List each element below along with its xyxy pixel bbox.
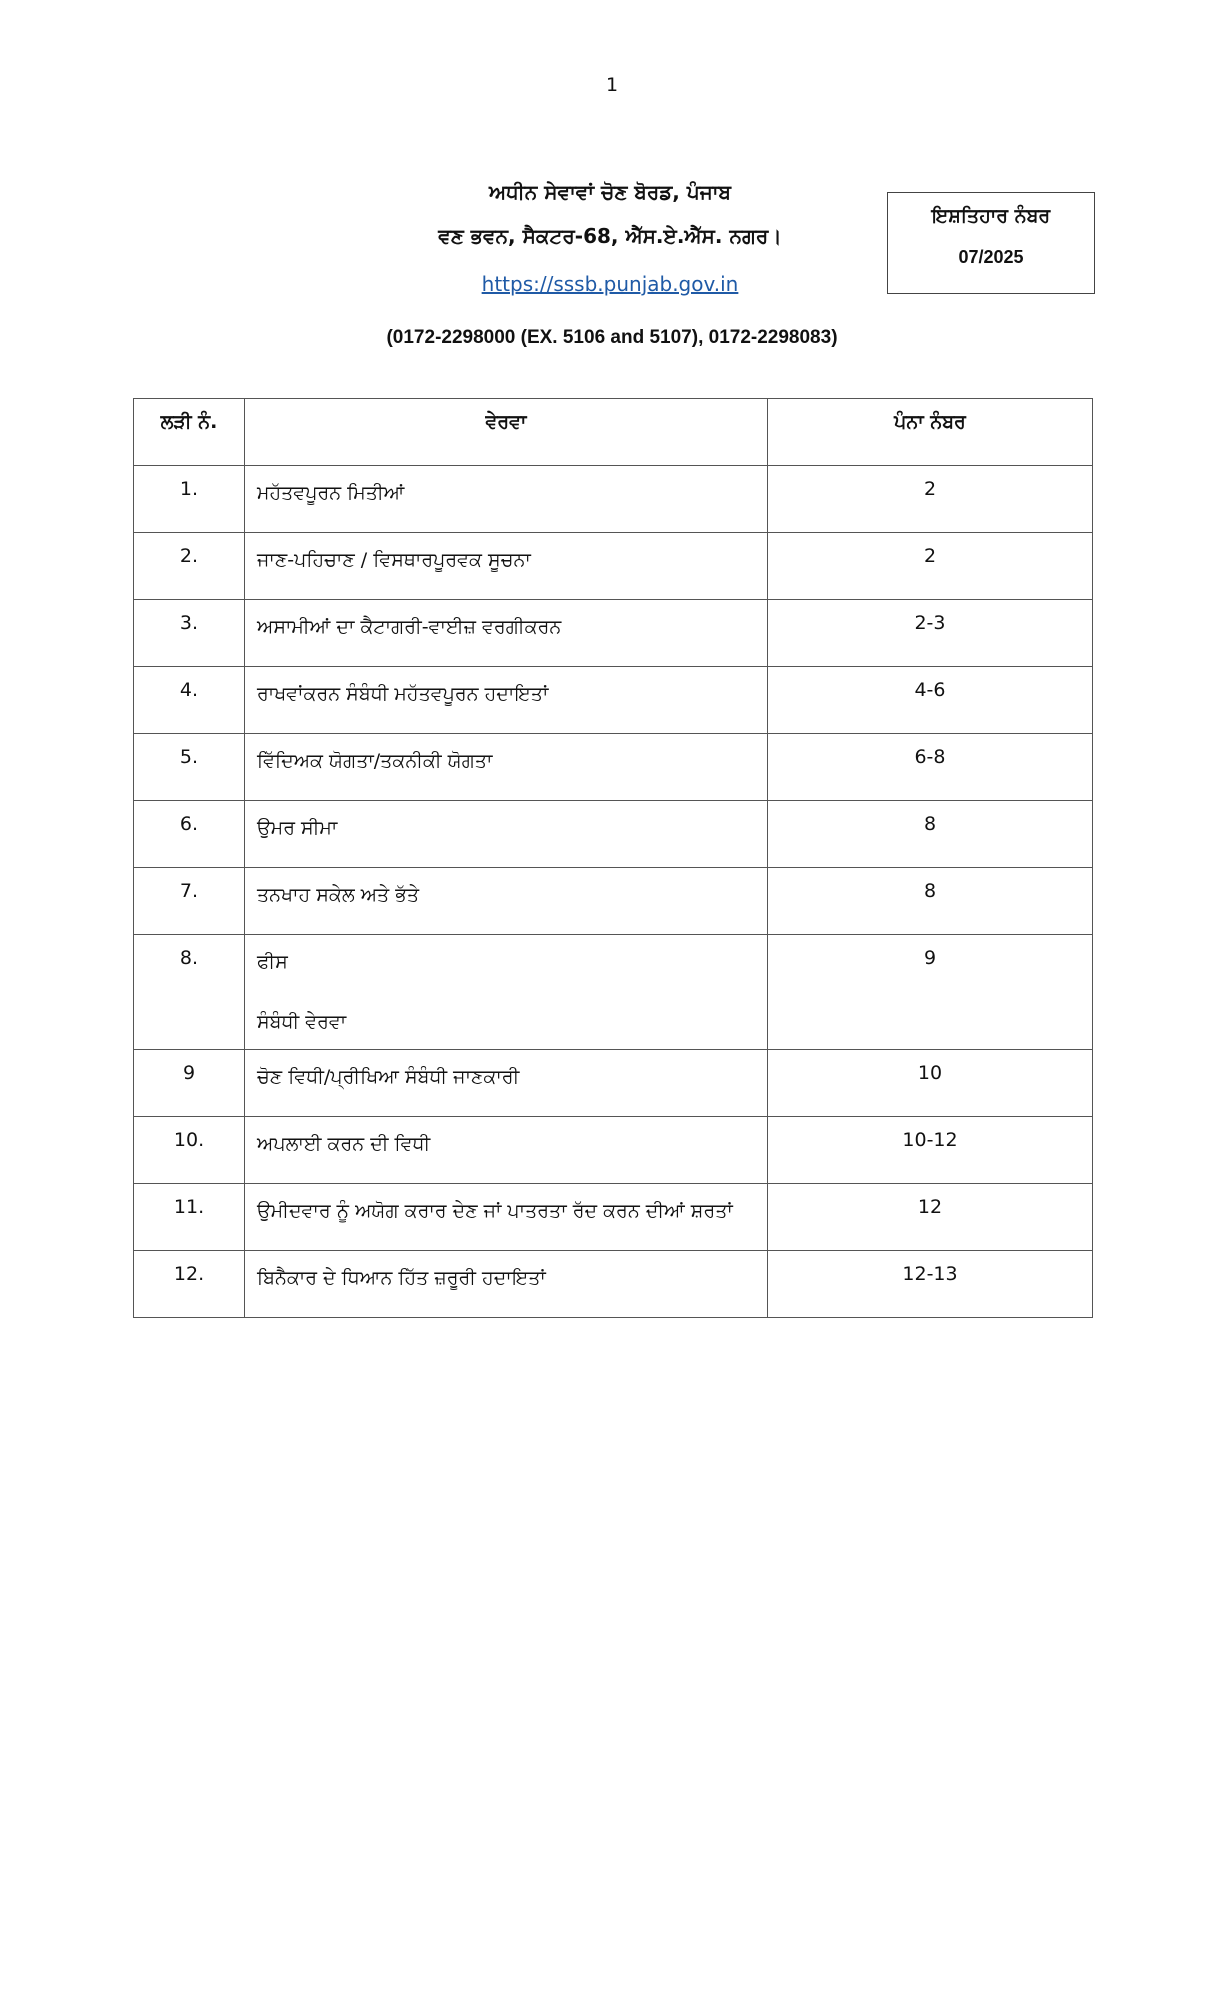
table-row bbox=[134, 1117, 1093, 1184]
row-page: 10 bbox=[768, 1050, 1093, 1117]
advertisement-box bbox=[887, 192, 1095, 294]
row-description: ਚੋਣ ਵਿਧੀ/ਪ੍ਰੀਖਿਆ ਸੰਬੰਧੀ ਜਾਣਕਾਰੀ bbox=[257, 1066, 520, 1088]
table-row bbox=[134, 1050, 1093, 1117]
row-serial: 1. bbox=[134, 466, 245, 533]
row-description: ਅਸਾਮੀਆਂ ਦਾ ਕੈਟਾਗਰੀ-ਵਾਈਜ਼ ਵਰਗੀਕਰਨ bbox=[257, 616, 562, 638]
row-page: 12-13 bbox=[768, 1251, 1093, 1318]
table-row bbox=[134, 1251, 1093, 1318]
row-description-cell bbox=[245, 868, 768, 935]
table-row bbox=[134, 667, 1093, 734]
website-link[interactable]: https://sssb.punjab.gov.in bbox=[481, 272, 739, 296]
row-serial: 6. bbox=[134, 801, 245, 868]
row-serial: 7. bbox=[134, 868, 245, 935]
row-description: ਰਾਖਵਾਂਕਰਨ ਸੰਬੰਧੀ ਮਹੱਤਵਪੂਰਨ ਹਦਾਇਤਾਂ bbox=[257, 683, 549, 705]
table-row bbox=[134, 935, 1093, 1050]
table-row bbox=[134, 868, 1093, 935]
row-serial: 12. bbox=[134, 1251, 245, 1318]
row-serial: 11. bbox=[134, 1184, 245, 1251]
row-page: 8 bbox=[768, 868, 1093, 935]
row-description-cell bbox=[245, 1117, 768, 1184]
table-row bbox=[134, 734, 1093, 801]
org-address: ਵਣ ਭਵਨ, ਸੈਕਟਰ-68, ਐੱਸ.ਏ.ਐੱਸ. ਨਗਰ। bbox=[438, 224, 782, 248]
row-page: 2 bbox=[768, 533, 1093, 600]
contents-table bbox=[133, 398, 1093, 1318]
row-description: ਜਾਣ-ਪਹਿਚਾਣ / ਵਿਸਥਾਰਪੂਰਵਕ ਸੂਚਨਾ bbox=[257, 549, 531, 571]
row-description-extra: ਸੰਬੰਧੀ ਵੇਰਵਾ bbox=[257, 1011, 347, 1033]
row-description: ਉਮੀਦਵਾਰ ਨੂੰ ਅਯੋਗ ਕਰਾਰ ਦੇਣ ਜਾਂ ਪਾਤਰਤਾ ਰੱਦ ਕਰਨ ਦੀਆਂ ਸ਼ਰਤਾਂ bbox=[257, 1200, 733, 1222]
header-page: ਪੰਨਾ ਨੰਬਰ bbox=[768, 399, 1093, 466]
document-header bbox=[340, 170, 880, 296]
row-description: ਬਿਨੈਕਾਰ ਦੇ ਧਿਆਨ ਹਿੱਤ ਜ਼ਰੂਰੀ ਹਦਾਇਤਾਂ bbox=[257, 1267, 546, 1289]
header-serial: ਲੜੀ ਨੰ. bbox=[134, 399, 245, 466]
row-page: 6-8 bbox=[768, 734, 1093, 801]
row-description: ਅਪਲਾਈ ਕਰਨ ਦੀ ਵਿਧੀ bbox=[257, 1133, 431, 1155]
row-description-cell bbox=[245, 667, 768, 734]
row-description-cell bbox=[245, 734, 768, 801]
row-page: 2-3 bbox=[768, 600, 1093, 667]
row-description-cell bbox=[245, 466, 768, 533]
row-serial: 9 bbox=[134, 1050, 245, 1117]
row-description-cell bbox=[245, 1184, 768, 1251]
row-page: 8 bbox=[768, 801, 1093, 868]
row-description: ਤਨਖਾਹ ਸਕੇਲ ਅਤੇ ਭੱਤੇ bbox=[257, 884, 420, 906]
row-description-cell bbox=[245, 935, 768, 1050]
row-description-cell bbox=[245, 600, 768, 667]
row-description: ਵਿੱਦਿਅਕ ਯੋਗਤਾ/ਤਕਨੀਕੀ ਯੋਗਤਾ bbox=[257, 750, 493, 772]
advertisement-title: ਇਸ਼ਤਿਹਾਰ ਨੰਬਰ bbox=[931, 205, 1051, 227]
row-description: ਉਮਰ ਸੀਮਾ bbox=[257, 817, 338, 839]
row-serial: 2. bbox=[134, 533, 245, 600]
row-page: 12 bbox=[768, 1184, 1093, 1251]
table-row bbox=[134, 600, 1093, 667]
header-description: ਵੇਰਵਾ bbox=[245, 399, 768, 466]
row-page: 2 bbox=[768, 466, 1093, 533]
table-body bbox=[134, 466, 1093, 1318]
table-header-row bbox=[134, 399, 1093, 466]
row-serial: 10. bbox=[134, 1117, 245, 1184]
row-description-cell bbox=[245, 533, 768, 600]
row-description-cell bbox=[245, 1251, 768, 1318]
table-row bbox=[134, 533, 1093, 600]
page-number: 1 bbox=[605, 74, 619, 96]
row-serial: 3. bbox=[134, 600, 245, 667]
table-row bbox=[134, 801, 1093, 868]
row-description-cell bbox=[245, 1050, 768, 1117]
row-serial: 8. bbox=[134, 935, 245, 1050]
row-page: 9 bbox=[768, 935, 1093, 1050]
row-description: ਮਹੱਤਵਪੂਰਨ ਮਿਤੀਆਂ bbox=[257, 482, 405, 504]
row-description: ਫੀਸ bbox=[257, 951, 288, 973]
row-description-cell bbox=[245, 801, 768, 868]
phone-numbers: (0172-2298000 (EX. 5106 and 5107), 0172-2298083) bbox=[386, 327, 838, 348]
row-page: 4-6 bbox=[768, 667, 1093, 734]
table-row bbox=[134, 1184, 1093, 1251]
row-serial: 5. bbox=[134, 734, 245, 801]
org-name: ਅਧੀਨ ਸੇਵਾਵਾਂ ਚੋਣ ਬੋਰਡ, ਪੰਜਾਬ bbox=[488, 180, 732, 204]
advertisement-number: 07/2025 bbox=[958, 247, 1024, 267]
table-row bbox=[134, 466, 1093, 533]
row-page: 10-12 bbox=[768, 1117, 1093, 1184]
row-serial: 4. bbox=[134, 667, 245, 734]
